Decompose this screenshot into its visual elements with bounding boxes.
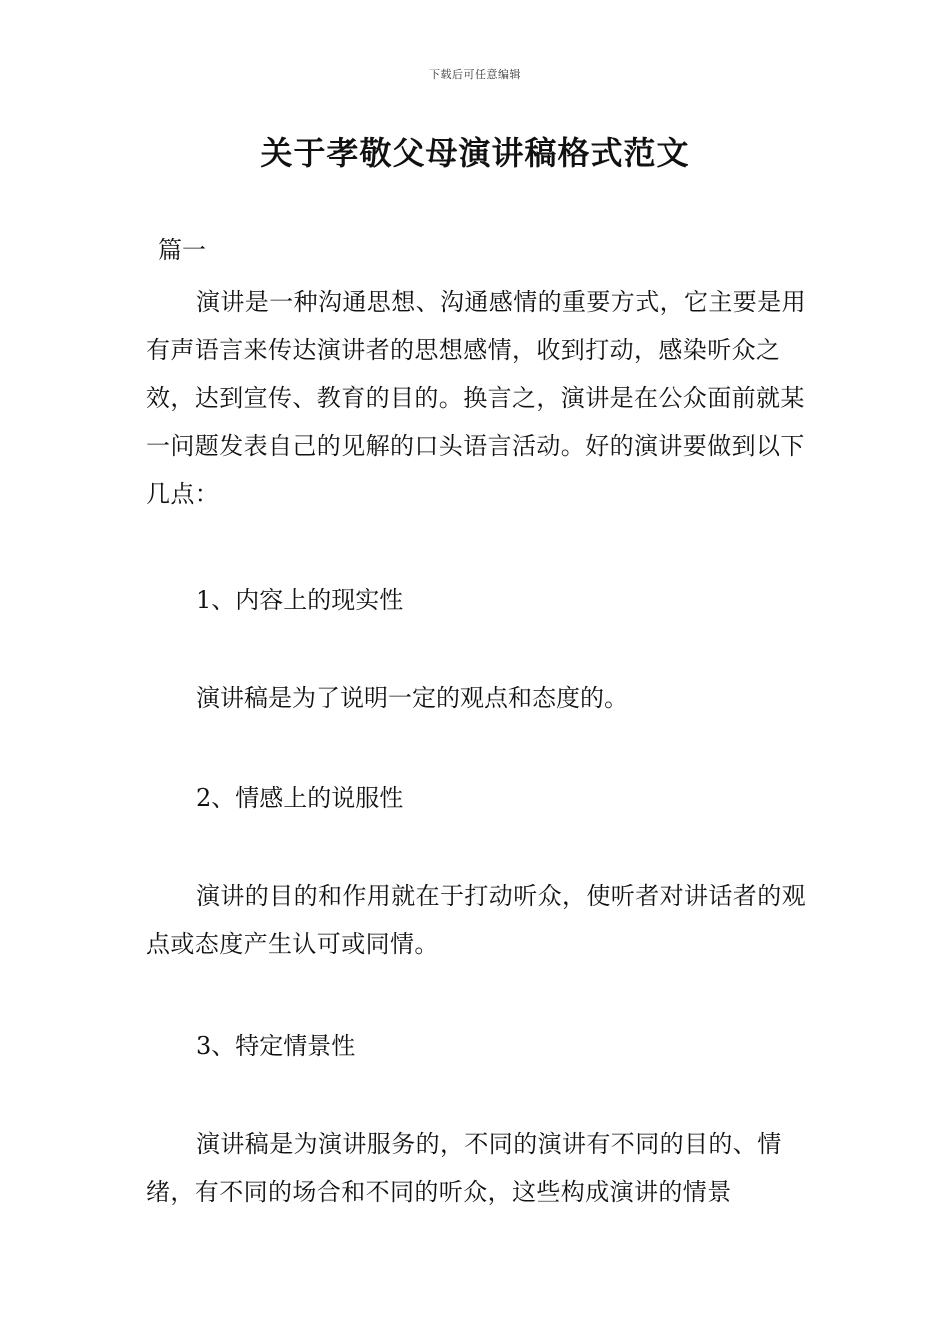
point3-body-block [146, 1120, 808, 1216]
point2-body-block [146, 872, 808, 968]
point1-body: 演讲稿是为了说明一定的观点和态度的。 [196, 684, 628, 712]
point3-heading: 3、特定情景性 [196, 1032, 356, 1060]
header-note: 下载后可任意编辑 [429, 68, 521, 81]
intro-paragraph-block [146, 278, 808, 518]
document-title: 关于孝敬父母演讲稿格式范文 [260, 134, 690, 172]
point2-heading: 2、情感上的说服性 [196, 784, 404, 812]
point3-body: 演讲稿是为演讲服务的，不同的演讲有不同的目的、情绪，有不同的场合和不同的听众，这些构成演讲的情景 [146, 1130, 782, 1206]
point2-body: 演讲的目的和作用就在于打动听众，使听者对讲话者的观点或态度产生认可或同情。 [146, 882, 806, 958]
intro-paragraph: 演讲是一种沟通思想、沟通感情的重要方式，它主要是用有声语言来传达演讲者的思想感情，收到打动，感染听众之效，达到宣传、教育的目的。换言之，演讲是在公众面前就某一问题发表自己的见解的口头语言活动。好的演讲要做到以下几点： [146, 288, 806, 508]
point1-heading: 1、内容上的现实性 [196, 586, 404, 614]
section-label: 篇一 [158, 236, 206, 264]
